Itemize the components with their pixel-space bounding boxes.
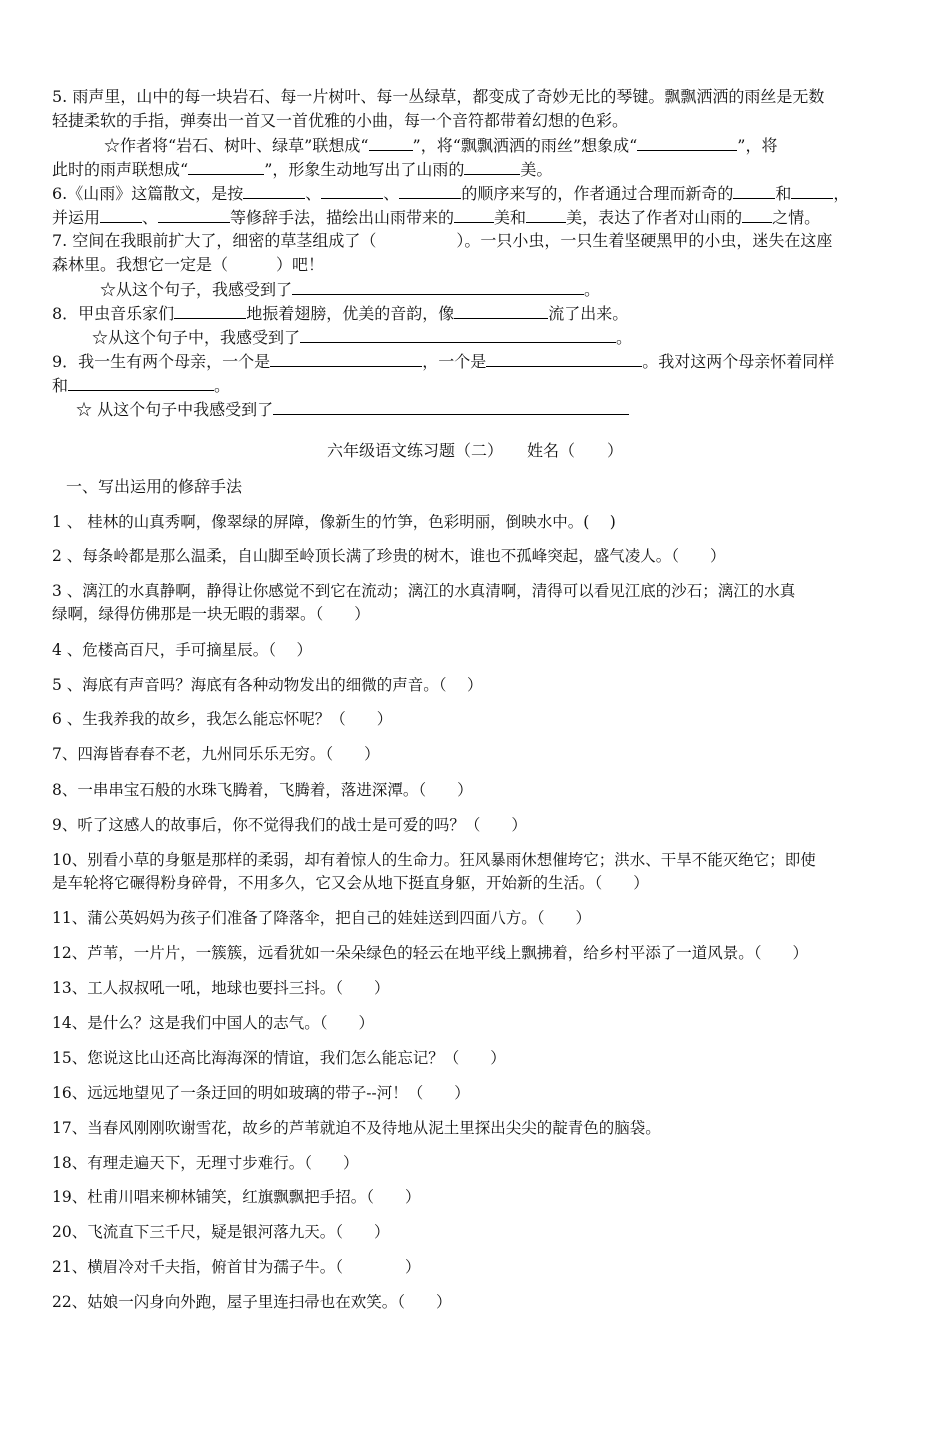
q9-prompt: ☆ 从这个句子中我感受到了	[76, 398, 629, 421]
rhetoric-item: 6 、生我养我的故乡，我怎么能忘怀呢？（ ）	[52, 710, 393, 728]
answer-blank[interactable]	[791, 182, 833, 199]
rhetoric-item: 19、杜甫川唱来柳林铺笑，红旗飘飘把手招。（ ）	[52, 1188, 421, 1206]
answer-blank[interactable]	[742, 206, 772, 223]
answer-blank[interactable]	[270, 350, 422, 367]
answer-blank[interactable]	[399, 182, 461, 199]
answer-blank[interactable]	[188, 158, 264, 175]
q8-prompt: ☆从这个句子中，我感受到了 。	[92, 328, 633, 347]
answer-blank[interactable]	[321, 182, 383, 199]
answer-blank[interactable]	[100, 206, 142, 223]
answer-blank[interactable]	[174, 302, 246, 319]
answer-blank[interactable]	[300, 326, 616, 343]
q9-line1: 9．我一生有两个母亲，一个是 ，一个是 。我对这两个母亲怀着同样	[52, 352, 835, 371]
answer-blank[interactable]	[68, 374, 214, 391]
answer-blank[interactable]	[454, 302, 548, 319]
rhetoric-item: 5 、海底有声音吗？海底有各种动物发出的细微的声音。（ ）	[52, 676, 483, 694]
rhetoric-item: 2 、每条岭都是那么温柔，自山脚至岭顶长满了珍贵的树木，谁也不孤峰突起，盛气凌人。（ ）	[52, 547, 726, 565]
rhetoric-item: 11、蒲公英妈妈为孩子们准备了降落伞，把自己的娃娃送到四面八方。（ ）	[52, 909, 591, 927]
rhetoric-item: 8、一串串宝石般的水珠飞腾着，飞腾着，落进深潭。（ ）	[52, 781, 473, 799]
answer-blank[interactable]	[243, 182, 305, 199]
rhetoric-item: 16、远远地望见了一条迂回的明如玻璃的带子--河！（ ）	[52, 1084, 470, 1102]
rhetoric-item: 22、姑娘一闪身向外跑，屋子里连扫帚也在欢笑。（ ）	[52, 1293, 452, 1311]
answer-blank[interactable]	[733, 182, 775, 199]
q6-line2: 并运用 、 等修辞手法，描绘出山雨带来的 美和 美，表达了作者对山雨的 之情。	[52, 208, 821, 227]
worksheet-title: 六年级语文练习题（二） 姓名（ ）	[326, 441, 623, 460]
rhetoric-item: 13、工人叔叔吼一吼，地球也要抖三抖。（ ）	[52, 979, 390, 997]
rhetoric-item: 21、横眉冷对千夫指，俯首甘为孺子牛。（ ）	[52, 1258, 421, 1276]
rhetoric-item: 7、四海皆春春不老，九州同乐乐无穷。（ ）	[52, 745, 380, 763]
rhetoric-item-cont: 绿啊，绿得仿佛那是一块无暇的翡翠。（ ）	[52, 605, 370, 623]
q7-prompt: ☆从这个句子，我感受到了 。	[100, 280, 601, 299]
rhetoric-item: 17、当春风刚刚吹谢雪花，故乡的芦苇就迫不及待地从泥土里探出尖尖的靛青色的脑袋。	[52, 1119, 661, 1137]
q8-line: 8．甲虫音乐家们 地振着翅膀，优美的音韵，像 流了出来。	[52, 304, 629, 323]
answer-blank[interactable]	[454, 206, 494, 223]
answer-blank[interactable]	[464, 158, 520, 175]
rhetoric-item: 14、是什么？这是我们中国人的志气。（ ）	[52, 1014, 374, 1032]
rhetoric-item: 18、有理走遍天下，无理寸步难行。（ ）	[52, 1154, 359, 1172]
section-heading: 一、写出运用的修辞手法	[66, 477, 243, 496]
answer-blank[interactable]	[526, 206, 566, 223]
rhetoric-item-cont: 是车轮将它碾得粉身碎骨，不用多久，它又会从地下挺直身躯，开始新的生活。（ ）	[52, 874, 649, 892]
rhetoric-item: 1 、 桂林的山真秀啊，像翠绿的屏障，像新生的竹笋，色彩明丽，倒映水中。( )	[52, 513, 616, 531]
rhetoric-item: 4 、危楼高百尺，手可摘星辰。（ ）	[52, 641, 312, 659]
q5-line1: 5. 雨声里，山中的每一块岩石、每一片树叶、每一丛绿草，都变成了奇妙无比的琴键。飘飘洒洒的雨丝是无数	[52, 87, 825, 106]
answer-blank[interactable]	[486, 350, 642, 367]
rhetoric-item: 12、芦苇，一片片，一簇簇，远看犹如一朵朵绿色的轻云在地平线上飘拂着，给乡村平添了一道风景。（ ）	[52, 944, 808, 962]
rhetoric-item: 9、听了这感人的故事后，你不觉得我们的战士是可爱的吗？（ ）	[52, 816, 527, 834]
answer-blank[interactable]	[369, 134, 413, 151]
q5-line2: 轻捷柔软的手指，弹奏出一首又一首优雅的小曲，每一个音符都带着幻想的色彩。	[52, 111, 629, 130]
answer-blank[interactable]	[292, 278, 584, 295]
rhetoric-item: 3 、漓江的水真静啊，静得让你感觉不到它在流动；漓江的水真清啊，清得可以看见江底的沙石；漓江的水真	[52, 582, 796, 600]
answer-blank[interactable]	[273, 398, 629, 415]
q7-line1: 7. 空间在我眼前扩大了，细密的草茎组成了（ ）。一只小虫，一只生着坚硬黑甲的小虫，迷失在这座	[52, 231, 833, 250]
rhetoric-item: 20、飞流直下三千尺，疑是银河落九天。（ ）	[52, 1223, 390, 1241]
rhetoric-item: 10、别看小草的身躯是那样的柔弱，却有着惊人的生命力。狂风暴雨休想催垮它；洪水、干旱不能灭绝它；即使	[52, 851, 816, 869]
answer-blank[interactable]	[158, 206, 230, 223]
rhetoric-item: 15、您说这比山还高比海海深的情谊，我们怎么能忘记？（ ）	[52, 1049, 506, 1067]
q7-line2: 森林里。我想它一定是（ ）吧！	[52, 255, 325, 274]
q6-line1: 6.《山雨》这篇散文，是按 、 、 的顺序来写的，作者通过合理而新奇的 和 ，	[52, 184, 850, 203]
q9-line2: 和 。	[52, 376, 231, 395]
q5-prompt: ☆作者将“岩石、树叶、绿草”联想成“ ”，将“飘飘洒洒的雨丝”想象成“ ”，将	[104, 136, 778, 155]
answer-blank[interactable]	[637, 134, 737, 151]
q5-prompt-cont: 此时的雨声联想成“ ”，形象生动地写出了山雨的 美。	[52, 160, 553, 179]
